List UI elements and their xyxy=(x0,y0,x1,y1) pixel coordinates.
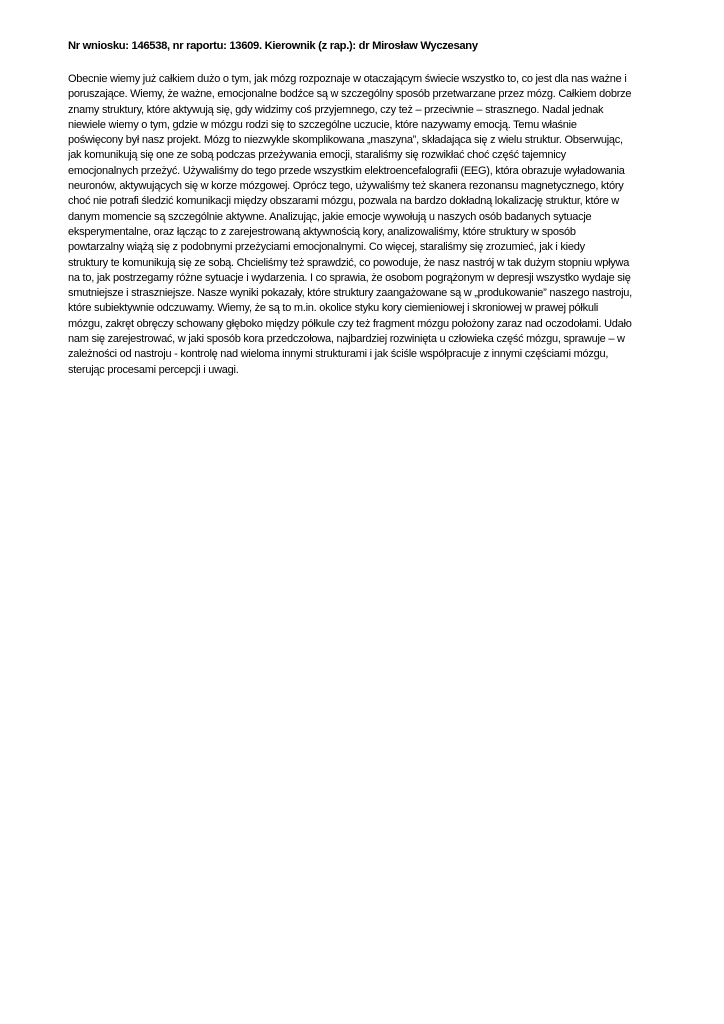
paragraph-line: smutniejsze i straszniejsze. Nasze wyniki pokazały, które struktury zaangażowane są w „produkowanie” naszego nastroju, xyxy=(68,287,632,300)
paragraph-line: które subiektywnie odczuwamy. Wiemy, że są to m.in. okolice styku kory ciemieniowej i skroniowej w prawej półkuli xyxy=(68,302,599,315)
paragraph-line: zależności od nastroju - kontrolę nad wieloma innymi strukturami i jak ściśle współpracuje z innymi częściami mózgu, xyxy=(68,348,609,361)
paragraph-line: poświęcony był nasz projekt. Mózg to niezwykle skomplikowana „maszyna”, składająca się z wielu struktur. Obserwując, xyxy=(68,134,623,147)
paragraph-line: jak komunikują się one ze sobą podczas przeżywania emocji, staraliśmy się rozwikłać choć część tajemnicy xyxy=(68,149,566,162)
paragraph-line: neuronów, aktywujących się w korze mózgowej. Oprócz tego, używaliśmy też skanera rezonansu magnetycznego, który xyxy=(68,180,624,193)
paragraph-line: znamy struktury, które aktywują się, gdy widzimy coś przyjemnego, czy też – przeciwnie – strasznego. Nadal jednak xyxy=(68,103,604,116)
paragraph-line: na to, jak postrzegamy różne sytuacje i wydarzenia. I co sprawia, że osobom pogrążonym w depresji wszystko wydaje się xyxy=(68,271,631,284)
paragraph-line: poruszające. Wiemy, że ważne, emocjonalne bodźce są w szczególny sposób przetwarzane przez mózg. Całkiem dobrze xyxy=(68,88,632,101)
paragraph-line: nam się zarejestrować, w jaki sposób kora przedczołowa, najbardziej rozwinięta u człowieka część mózgu, sprawuje – w xyxy=(68,333,625,346)
paragraph-line: emocjonalnych przeżyć. Używaliśmy do tego przede wszystkim elektroencefalografii (EEG), która obrazuje wyładowania xyxy=(68,164,625,177)
paragraph-line: Obecnie wiemy już całkiem dużo o tym, jak mózg rozpoznaje w otaczającym świecie wszystko to, co jest dla nas ważne i xyxy=(68,73,627,85)
paragraph-line: powtarzalny wiążą się z podobnymi przeżyciami emocjonalnymi. Co więcej, staraliśmy się zrozumieć, jak i kiedy xyxy=(68,241,585,254)
report-header: Nr wniosku: 146538, nr raportu: 13609. Kierownik (z rap.): dr Mirosław Wyczesany xyxy=(68,40,478,52)
report-body-paragraph xyxy=(68,72,668,378)
paragraph-line: struktury te komunikują się ze sobą. Chcieliśmy też sprawdzić, co powoduje, że nasz nastrój w tak dużym stopniu wpływa xyxy=(68,256,630,269)
paragraph-line: mózgu, zakręt obręczy schowany głęboko między półkule czy też fragment mózgu położony zaraz nad oczodołami. Udało xyxy=(68,317,632,330)
paragraph-line: sterując procesami percepcji i uwagi. xyxy=(68,363,239,376)
paragraph-line: danym momencie są szczególnie aktywne. Analizując, jakie emocje wywołują u naszych osób badanych sytuacje xyxy=(68,210,592,223)
paragraph-line: eksperymentalne, oraz łącząc to z zarejestrowaną aktywnością kory, analizowaliśmy, które struktury w sposób xyxy=(68,225,576,238)
paragraph-line: choć nie potrafi śledzić komunikacji między obszarami mózgu, pozwala na bardzo dokładną lokalizację struktur, które w xyxy=(68,195,619,208)
paragraph-line: niewiele wiemy o tym, gdzie w mózgu rodzi się to szczególne uczucie, które nazywamy emocją. Temu właśnie xyxy=(68,118,577,131)
